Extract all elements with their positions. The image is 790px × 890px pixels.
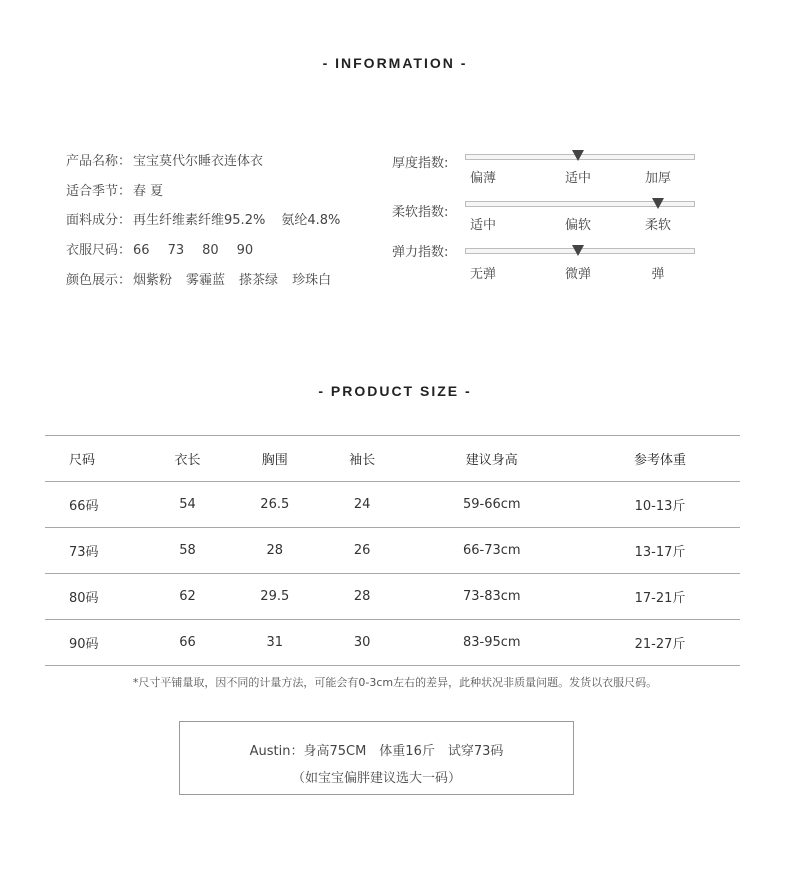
index-label: 厚度指数: <box>392 156 449 171</box>
cell-chest: 31 <box>229 620 321 666</box>
info-key: 颜色展示： <box>66 272 132 288</box>
cell-length: 54 <box>146 482 229 528</box>
header-sleeve: 袖长 <box>321 436 404 482</box>
index-marker-icon <box>572 150 584 161</box>
index-option: 柔软 <box>644 218 671 233</box>
size-item: 66 <box>133 243 150 259</box>
measurement-note: *尺寸平铺量取，因不同的计量方法，可能会有0-3cm左右的差异，此种状况非质量问题。发货以衣服尺码。 <box>132 676 658 689</box>
cell-size: 66码 <box>45 482 146 528</box>
index-option: 偏软 <box>564 218 591 233</box>
info-key: 适合季节： <box>66 183 132 199</box>
fit-reference-box <box>179 721 574 795</box>
fit-model-info: Austin：身高75CM 体重16斤 试穿73码 <box>249 744 504 759</box>
index-option: 无弹 <box>469 267 496 282</box>
cell-sleeve: 28 <box>321 574 404 620</box>
info-key: 产品名称： <box>66 154 132 169</box>
cell-height: 83-95cm <box>404 620 580 666</box>
size-item: 90 <box>236 243 254 259</box>
info-value: 宝宝莫代尔睡衣连体衣 <box>133 154 264 169</box>
cell-sleeve: 24 <box>321 482 404 528</box>
index-option: 微弹 <box>564 267 591 282</box>
cell-size: 90码 <box>45 620 146 666</box>
cell-weight: 17-21斤 <box>580 574 740 620</box>
cell-weight: 21-27斤 <box>580 620 740 666</box>
info-key: 衣服尺码： <box>66 243 132 259</box>
size-item: 80 <box>202 243 219 259</box>
header-length: 衣长 <box>146 436 229 482</box>
cell-size: 73码 <box>45 528 146 574</box>
info-value-2: 氨纶4.8% <box>281 213 341 229</box>
size-list <box>133 241 271 261</box>
index-option: 弹 <box>651 267 665 282</box>
cell-height: 66-73cm <box>404 528 580 574</box>
size-item: 73 <box>167 243 185 259</box>
info-value: 春 夏 <box>133 183 164 199</box>
table-header-row <box>45 436 740 482</box>
header-weight: 参考体重 <box>580 436 740 482</box>
table-row <box>45 482 740 528</box>
color-item: 烟紫粉 <box>133 272 173 288</box>
size-table <box>45 435 740 666</box>
info-row-fabric <box>66 211 345 241</box>
index-marker-icon <box>572 245 584 256</box>
color-item: 珍珠白 <box>292 272 332 288</box>
index-marker-icon <box>652 198 664 209</box>
fit-suggestion: （如宝宝偏胖建议选大一码） <box>291 771 461 786</box>
index-option: 适中 <box>469 218 496 233</box>
header-height: 建议身高 <box>404 436 580 482</box>
cell-length: 66 <box>146 620 229 666</box>
table-row <box>45 620 740 666</box>
info-value: 再生纤维素纤维95.2% <box>133 213 266 229</box>
information-title: - INFORMATION - <box>322 55 468 71</box>
cell-weight: 13-17斤 <box>580 528 740 574</box>
cell-weight: 10-13斤 <box>580 482 740 528</box>
cell-size: 80码 <box>45 574 146 620</box>
info-key: 面料成分： <box>66 213 132 229</box>
info-row-sizes <box>66 241 345 271</box>
cell-height: 59-66cm <box>404 482 580 528</box>
cell-sleeve: 30 <box>321 620 404 666</box>
header-size: 尺码 <box>45 436 146 482</box>
info-row-name <box>66 152 345 182</box>
cell-sleeve: 26 <box>321 528 404 574</box>
color-item: 雾霾蓝 <box>186 272 226 288</box>
cell-chest: 29.5 <box>229 574 321 620</box>
header-chest: 胸围 <box>229 436 321 482</box>
cell-height: 73-83cm <box>404 574 580 620</box>
index-label: 弹力指数: <box>392 245 449 260</box>
table-row <box>45 528 740 574</box>
cell-chest: 28 <box>229 528 321 574</box>
product-size-title: - PRODUCT SIZE - <box>318 383 472 399</box>
cell-length: 58 <box>146 528 229 574</box>
index-option: 加厚 <box>644 171 671 186</box>
index-option: 适中 <box>564 171 591 186</box>
index-label: 柔软指数: <box>392 205 449 220</box>
color-item: 搽茶绿 <box>239 272 279 288</box>
table-row <box>45 574 740 620</box>
cell-chest: 26.5 <box>229 482 321 528</box>
color-list <box>133 271 345 291</box>
cell-length: 62 <box>146 574 229 620</box>
index-option: 偏薄 <box>469 171 496 186</box>
product-info-list <box>66 152 345 300</box>
info-row-season <box>66 182 345 212</box>
info-row-colors <box>66 271 345 301</box>
